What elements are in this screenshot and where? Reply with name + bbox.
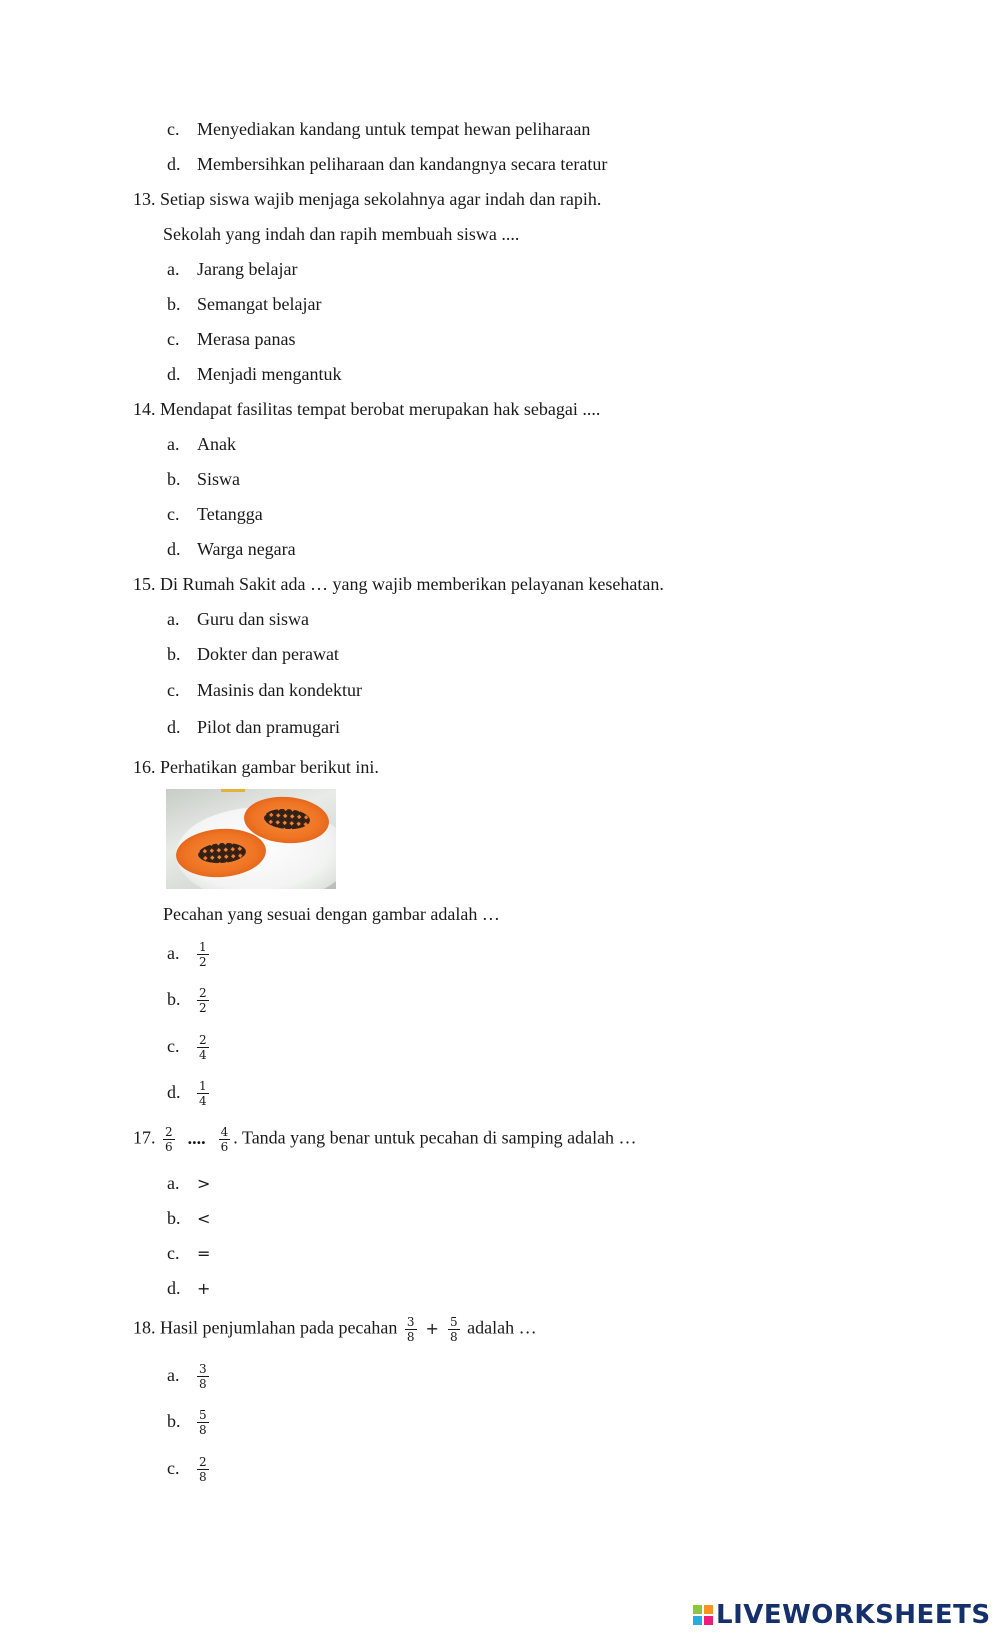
fraction-denominator: 6	[165, 1140, 173, 1154]
question-number: 13.	[133, 189, 156, 209]
fraction-numerator: 3	[199, 1362, 207, 1376]
fraction-numerator: 4	[220, 1125, 229, 1139]
fraction-left	[163, 1125, 175, 1154]
question-text: Setiap siswa wajib menjaga sekolahnya agar indah dan rapih.	[160, 189, 602, 209]
option-letter: c.	[167, 1457, 180, 1478]
papaya-image	[166, 789, 336, 889]
fraction-numerator: 1	[199, 1079, 207, 1093]
question-number: 14.	[133, 399, 156, 419]
option-letter: c.	[167, 119, 180, 139]
option-symbol: +	[197, 1279, 211, 1298]
fraction	[197, 1455, 209, 1484]
q16-option-c[interactable]	[167, 1033, 212, 1062]
q13-option-d[interactable]	[167, 363, 341, 385]
option-letter: d.	[167, 1278, 181, 1298]
fraction	[197, 1033, 209, 1062]
q17-option-d[interactable]	[167, 1277, 210, 1300]
option-letter: d.	[167, 1081, 181, 1102]
fraction-denominator: 4	[199, 1048, 207, 1062]
fraction-numerator: 2	[199, 1455, 207, 1469]
q18-question	[133, 1315, 537, 1344]
option-symbol: =	[197, 1244, 211, 1263]
logo-block	[704, 1616, 713, 1625]
fraction	[197, 1408, 209, 1437]
q17-question	[133, 1125, 637, 1154]
option-letter: d.	[167, 154, 181, 174]
q13-option-c[interactable]	[167, 328, 295, 350]
fraction-right	[448, 1315, 460, 1344]
q16-option-b[interactable]	[167, 986, 212, 1015]
q12-option-c[interactable]	[167, 118, 590, 140]
option-letter: b.	[167, 294, 181, 314]
option-letter: a.	[167, 1173, 180, 1193]
option-letter: b.	[167, 1208, 181, 1228]
q16-question-line2: Pecahan yang sesuai dengan gambar adalah …	[163, 904, 500, 924]
question-text: Perhatikan gambar berikut ini.	[160, 757, 379, 777]
q15-option-b[interactable]	[167, 643, 339, 665]
option-letter: c.	[167, 504, 180, 524]
option-text: Masinis dan kondektur	[197, 680, 362, 700]
question-number: 16.	[133, 757, 156, 777]
option-text: Membersihkan peliharaan dan kandangnya secara teratur	[197, 154, 608, 174]
fraction-denominator: 8	[199, 1423, 207, 1437]
fraction	[197, 1079, 209, 1108]
logo-blocks-icon	[693, 1605, 713, 1625]
q15-option-d[interactable]	[167, 716, 340, 738]
fraction-numerator: 5	[449, 1315, 458, 1329]
question-text: Di Rumah Sakit ada … yang wajib memberikan pelayanan kesehatan.	[160, 574, 664, 594]
q16-question	[133, 756, 379, 778]
q15-option-a[interactable]	[167, 608, 309, 630]
option-text: Guru dan siswa	[197, 609, 309, 629]
option-text: Jarang belajar	[197, 259, 298, 279]
q14-option-c[interactable]	[167, 503, 263, 525]
option-letter: a.	[167, 434, 180, 454]
logo-block	[693, 1616, 702, 1625]
fraction	[197, 940, 209, 969]
option-text: Tetangga	[197, 504, 263, 524]
option-letter: c.	[167, 1243, 180, 1263]
comparison-blank: ....	[187, 1127, 206, 1148]
option-text: Siswa	[197, 469, 241, 489]
question-text: Hasil penjumlahan pada pecahan	[160, 1317, 398, 1338]
fraction-numerator: 3	[406, 1315, 415, 1329]
q17-option-b[interactable]	[167, 1207, 210, 1230]
q16-option-d[interactable]	[167, 1079, 212, 1108]
question-text-end: adalah …	[467, 1317, 537, 1338]
q18-option-a[interactable]	[167, 1362, 212, 1391]
q12-option-d[interactable]	[167, 153, 607, 175]
option-symbol: >	[197, 1174, 211, 1193]
q14-question	[133, 398, 600, 420]
logo-block	[704, 1605, 713, 1614]
option-letter: a.	[167, 609, 180, 629]
option-letter: b.	[167, 988, 181, 1009]
fraction-denominator: 8	[199, 1470, 207, 1484]
fraction-denominator: 8	[199, 1377, 207, 1391]
fraction-numerator: 2	[199, 986, 207, 1000]
q13-option-b[interactable]	[167, 293, 321, 315]
option-letter: b.	[167, 1410, 181, 1431]
fraction-denominator: 8	[449, 1330, 458, 1344]
q16-option-a[interactable]	[167, 940, 212, 969]
q14-option-d[interactable]	[167, 538, 296, 560]
fraction-denominator: 8	[406, 1330, 415, 1344]
option-letter: d.	[167, 539, 181, 559]
option-text: Menjadi mengantuk	[197, 364, 342, 384]
option-letter: c.	[167, 1035, 180, 1056]
q17-option-a[interactable]	[167, 1172, 210, 1195]
fraction-numerator: 5	[199, 1408, 207, 1422]
option-text: Merasa panas	[197, 329, 296, 349]
fraction-denominator: 2	[199, 1001, 207, 1015]
option-letter: a.	[167, 1364, 180, 1385]
q13-question-line2: Sekolah yang indah dan rapih membuah siswa ....	[163, 224, 520, 244]
option-text: Anak	[197, 434, 236, 454]
q14-option-b[interactable]	[167, 468, 240, 490]
option-letter: d.	[167, 717, 181, 737]
fruit-stem	[221, 789, 245, 792]
q15-option-c[interactable]	[167, 679, 362, 701]
q13-option-a[interactable]	[167, 258, 297, 280]
fraction	[197, 986, 209, 1015]
q14-option-a[interactable]	[167, 433, 236, 455]
q18-option-c[interactable]	[167, 1455, 212, 1484]
option-symbol: <	[197, 1209, 211, 1228]
question-text: Mendapat fasilitas tempat berobat merupakan hak sebagai ....	[160, 399, 601, 419]
option-text: Semangat belajar	[197, 294, 322, 314]
liveworksheets-logo[interactable]	[693, 1598, 991, 1632]
option-text: Dokter dan perawat	[197, 644, 339, 664]
option-letter: a.	[167, 942, 180, 963]
fraction-numerator: 1	[199, 940, 207, 954]
question-number: 18.	[133, 1317, 156, 1338]
q17-option-c[interactable]	[167, 1242, 210, 1265]
fraction-numerator: 2	[199, 1033, 207, 1047]
fraction-numerator: 2	[165, 1125, 173, 1139]
option-letter: b.	[167, 469, 181, 489]
option-letter: c.	[167, 329, 180, 349]
option-text: Pilot dan pramugari	[197, 717, 340, 737]
brand-name: LIVEWORKSHEETS	[716, 1600, 991, 1630]
option-letter: b.	[167, 644, 181, 664]
fraction-denominator: 2	[199, 955, 207, 969]
fraction-denominator: 4	[199, 1094, 207, 1108]
logo-block	[693, 1605, 702, 1614]
option-text: Menyediakan kandang untuk tempat hewan peliharaan	[197, 119, 591, 139]
option-text: Warga negara	[197, 539, 296, 559]
option-letter: c.	[167, 680, 180, 700]
q13-question	[133, 188, 601, 210]
option-letter: d.	[167, 364, 181, 384]
question-number: 15.	[133, 574, 156, 594]
q18-option-b[interactable]	[167, 1408, 212, 1437]
question-number: 17.	[133, 1127, 156, 1148]
fraction	[197, 1362, 209, 1391]
plus-sign: +	[425, 1318, 439, 1338]
fraction-left	[405, 1315, 417, 1344]
question-text: . Tanda yang benar untuk pecahan di samping adalah …	[233, 1127, 637, 1148]
option-letter: a.	[167, 259, 180, 279]
fraction-right	[219, 1125, 231, 1154]
fraction-denominator: 6	[220, 1140, 229, 1154]
q15-question	[133, 573, 664, 595]
